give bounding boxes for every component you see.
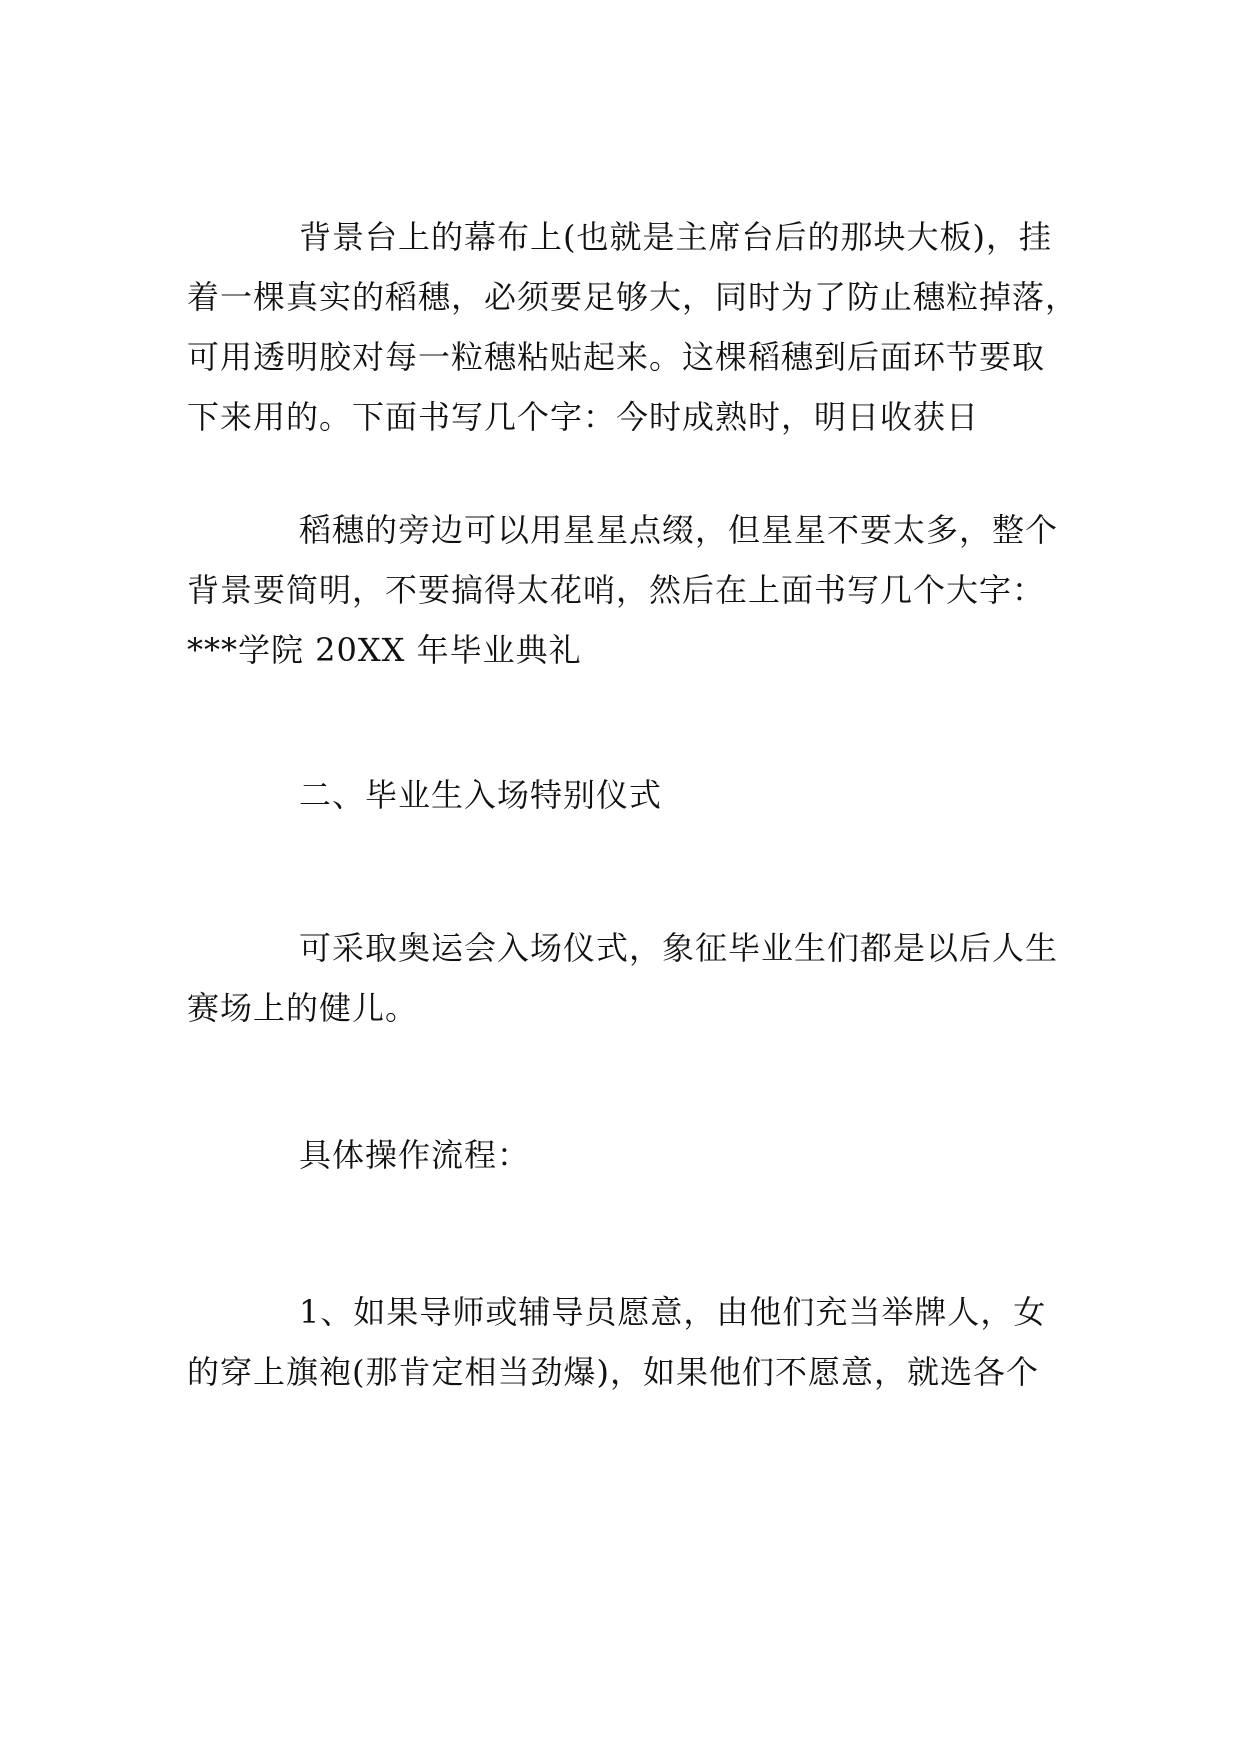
text-line: 稻穗的旁边可以用星星点缀，但星星不要太多，整个 <box>299 511 1059 549</box>
text-line: 具体操作流程： <box>299 1136 531 1174</box>
paragraph-olympic <box>187 918 1057 1038</box>
text-line: 可用透明胶对每一粒穗粘贴起来。这棵稻穗到后面环节要取 <box>187 338 1046 376</box>
text-line: 的穿上旗袍(那肯定相当劲爆)，如果他们不愿意，就选各个 <box>187 1353 1039 1391</box>
text-line: 赛场上的健儿。 <box>187 989 419 1027</box>
paragraph-backdrop <box>187 207 1079 447</box>
paragraph-procedure-title <box>187 1125 1057 1185</box>
text-line: 可采取奥运会入场仪式，象征毕业生们都是以后人生 <box>299 929 1059 967</box>
text-line: 背景要简明，不要搞得太花哨，然后在上面书写几个大字： <box>187 571 1046 609</box>
text-line: 1、如果导师或辅导员愿意，由他们充当举牌人，女 <box>299 1293 1047 1331</box>
text-line: 下来用的。下面书写几个字：今时成熟时，明日收获日 <box>187 398 980 436</box>
heading-text: 二、毕业生入场特别仪式 <box>299 776 663 814</box>
section-heading <box>187 765 1057 825</box>
text-line: 着一棵真实的稻穗，必须要足够大，同时为了防止穗粒掉落， <box>187 278 1079 316</box>
paragraph-step-1 <box>187 1282 1057 1402</box>
text-line: 背景台上的幕布上(也就是主席台后的那块大板)，挂 <box>299 218 1052 256</box>
paragraph-stars <box>187 500 1057 680</box>
text-line: ***学院 20XX 年毕业典礼 <box>187 631 582 669</box>
